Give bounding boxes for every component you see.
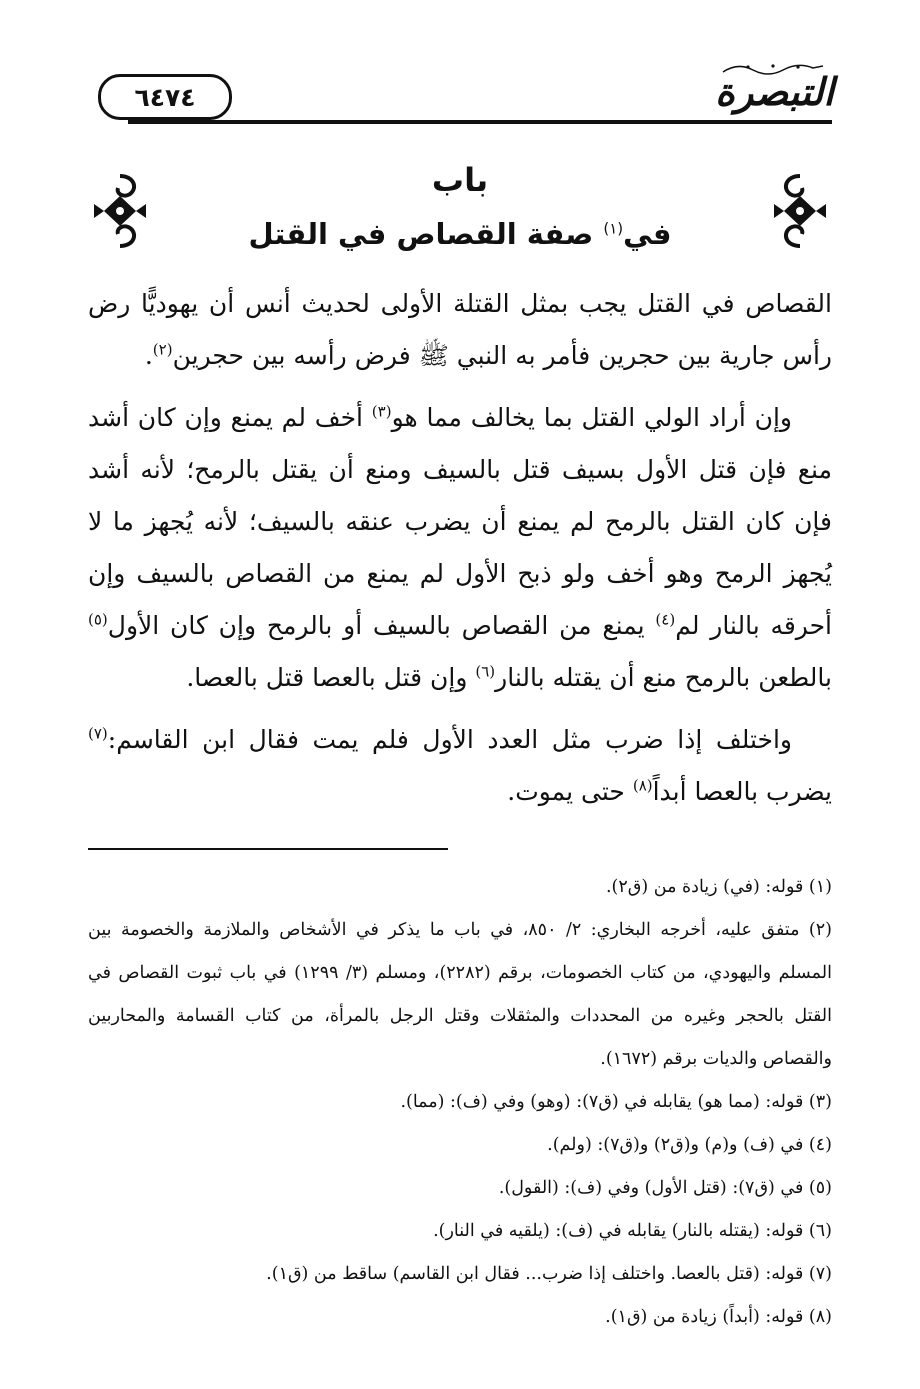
footnote: (٢) متفق عليه، أخرجه البخاري: ٢/ ٨٥٠، في باب ما يذكر في الأشخاص والملازمة والخصومة بين المسلم واليهودي، من كتاب الخصومات، برقم (٢٢٨٢)، ومسلم (٣/ ١٢٩٩) في باب ثبوت القصاص في القتل بالحجر وغيره من المحددات والمثقلات وقتل الرجل بالمرأة، من كتاب القسامة والمحاربين والقصاص والديات برقم (١٦٧٢). bbox=[88, 920, 832, 1069]
header-rule bbox=[128, 120, 832, 124]
footnote: (٤) في (ف) و(م) و(ق٢) و(ق٧): (ولم). bbox=[547, 1135, 832, 1155]
chapter-word: باب bbox=[431, 161, 489, 199]
footnote: (٦) قوله: (يقتله بالنار) يقابله في (ف): (يلقيه في النار). bbox=[433, 1221, 832, 1241]
footnote: (٥) في (ق٧): (قتل الأول) وفي (ف): (القول). bbox=[498, 1178, 832, 1198]
footnote-ref: (٧) bbox=[88, 724, 108, 743]
footnote-ref: (٥) bbox=[88, 610, 108, 629]
main-text bbox=[88, 278, 832, 828]
footnote-ref: (٢) bbox=[152, 340, 173, 359]
footnote: (٧) قوله: (قتل بالعصا. واختلف إذا ضرب... فقال ابن القاسم) ساقط من (ق١). bbox=[266, 1264, 832, 1284]
footnotes bbox=[88, 866, 832, 1339]
footnote: (٨) قوله: (أبداً) زيادة من (ق١). bbox=[605, 1307, 832, 1327]
paragraph: واختلف إذا ضرب مثل العدد الأول فلم يمت فقال ابن القاسم:$^{(٧)}$ يضرب بالعصا أبداً$^{(٨)}$ حتى يموت. bbox=[88, 724, 832, 806]
footnote: (٣) قوله: (مما هو) يقابله في (ق٧): (وهو) وفي (ف): (مما). bbox=[400, 1092, 832, 1112]
footnote-separator bbox=[88, 848, 448, 850]
footnote-ref: (١) bbox=[603, 219, 624, 238]
chapter-heading bbox=[0, 160, 920, 254]
footnote-ref: (٨) bbox=[632, 776, 653, 795]
paragraph: وإن أراد الولي القتل بما يخالف مما هو$^{(٣)}$ أخف لم يمنع وإن كان أشد منع فإن قتل الأول بسيف قتل بالسيف ومنع أن يقتل بالرمح؛ لأنه أشد فإن كان القتل بالرمح لم يمنع أن يضرب عنقه بالسيف؛ لأنه يُجهز ما لا يُجهز الرمح وهو أخف ولو ذبح الأول لم يمنع من القصاص بالسيف وإن أحرقه بالنار لم$^{(٤)}$ يمنع من القصاص بالسيف أو بالرمح وإن كان الأول$^{(٥)}$ بالطعن بالرمح منع أن يقتله بالنار$^{(٦)}$ وإن قتل بالعصا قتل بالعصا. bbox=[88, 402, 833, 692]
footnote-ref: (٤) bbox=[655, 610, 676, 629]
chapter-title bbox=[0, 214, 920, 254]
footnote-ref: (٣) bbox=[371, 402, 392, 421]
footnote-ref: (٦) bbox=[475, 662, 496, 681]
chapter-title-text: صفة القصاص في القتل bbox=[248, 217, 604, 251]
chapter-title-prefix: في bbox=[623, 217, 672, 251]
running-title: التبصرة bbox=[715, 70, 834, 114]
footnote: (١) قوله: (في) زيادة من (ق٢). bbox=[605, 877, 832, 897]
page-number-frame bbox=[98, 74, 232, 120]
page-header bbox=[0, 60, 920, 130]
paragraph: القصاص في القتل يجب بمثل القتلة الأولى لحديث أنس أن يهوديًّا رض رأس جارية بين حجرين فأمر به النبي ﷺ فرض رأسه بين حجرين$^{(٢)}$. bbox=[88, 289, 832, 370]
page-number: ٦٤٧٤ bbox=[134, 82, 196, 112]
